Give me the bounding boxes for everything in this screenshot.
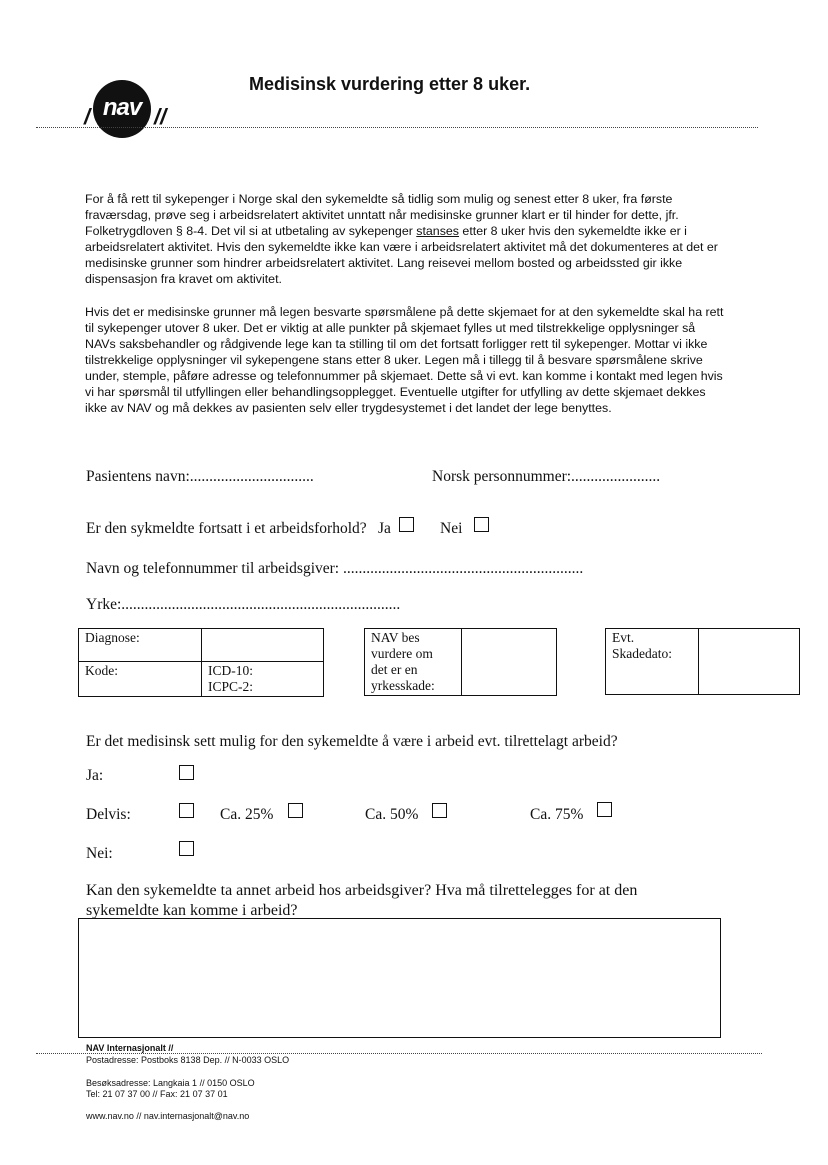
employment-question: Er den sykmeldte fortsatt i et arbeidsforhold? <box>86 520 367 537</box>
other-work-question-line-1: Kan den sykemeldte ta annet arbeid hos arbeidsgiver? Hva må tilrettelegges for at den <box>86 882 638 899</box>
ca75-checkbox[interactable] <box>597 802 612 817</box>
occupation-field[interactable]: Yrke:........................................................................ <box>86 596 401 613</box>
other-work-question-line-2: sykemeldte kan komme i arbeid? <box>86 902 298 919</box>
occupational-injury-input-cell[interactable] <box>462 629 557 696</box>
employment-yes-checkbox[interactable] <box>399 517 414 532</box>
national-id-field[interactable]: Norsk personnummer:....................... <box>432 468 661 485</box>
employer-field[interactable]: Navn og telefonnummer til arbeidsgiver: .............................................................. <box>86 560 584 577</box>
intro-paragraph-2: Hvis det er medisinske grunner må legen besvarte spørsmålene på dette skjemaet for at den sykemeldte skal ha rett til sykepenger utover 8 uker. Det er viktig at alle punkter på skjemaet fylles ut med tilstrekkelige opplysninger så NAVs saksbehandler og rådgivende lege kan ta stilling til om det fortsatt forligger rett til sykepenger. Mottar vi ikke tilstrekkelige opplysninger vil sykepengene stans etter 8 uker. Legen må i tillegg til å besvare spørsmålene skrive under, stemple, påføre adresse og telefonnummer på skjemaet. Dette så vi evt. kan komme i kontakt med legen hvis vi har spørsmål til utfyllingen eller behandlingsopplegget. Eventuelle utgifter for utfylling av dette skjemaet dekkes ikke av NAV og må dekkes av pasienten selv eller trygdesystemet i det landet der lege benyttes. <box>85 305 724 415</box>
icpc2-label: ICPC-2: <box>208 679 254 694</box>
injury-label-line-2: vurdere om <box>371 646 433 661</box>
footer-web-email: www.nav.no // nav.internasjonalt@nav.no <box>86 1111 250 1121</box>
ca50-label: Ca. 50% <box>365 806 419 823</box>
nav-logo-slash-right: // <box>154 104 167 129</box>
occupational-injury-box <box>364 628 557 696</box>
work-ability-partial-label: Delvis: <box>86 806 131 823</box>
employment-yes-label: Ja <box>378 520 391 537</box>
diagnosis-input-cell[interactable] <box>202 629 324 662</box>
intro-paragraph-1: For å få rett til sykepenger i Norge skal den sykemeldte så tidlig som mulig og senest etter 8 uker, fra første fraværsdag, prøve seg i arbeidsrelatert aktivitet unntatt når medisinske grunner klart er til hinder for dette, jfr. Folketrygdloven § 8-4. Det vil si at utbetaling av sykepenger stanses etter 8 uker hvis den sykemeldte ikke er i arbeidsrelatert aktivitet. Hvis den sykemeldte ikke kan være i arbeidsrelatert aktivitet må det dokumenteres at det er medisinske grunner som hindrer arbeidsrelatert aktivitet. Lang reisevei mellom bosted og arbeidssted gir ikke dispensasjon fra kravet om aktivitet. <box>85 192 718 286</box>
work-ability-question: Er det medisinsk sett mulig for den sykemeldte å være i arbeid evt. tilrettelagt arbeid? <box>86 733 618 750</box>
page-title: Medisinsk vurdering etter 8 uker. <box>249 74 531 94</box>
header-divider <box>36 127 758 128</box>
code-label: Kode: <box>79 662 202 697</box>
diagnosis-label: Diagnose: <box>79 629 202 662</box>
injury-date-label <box>606 629 699 695</box>
icd10-label: ICD-10: <box>208 663 253 678</box>
ca25-label: Ca. 25% <box>220 806 274 823</box>
work-ability-no-label: Nei: <box>86 845 113 862</box>
work-ability-no-checkbox[interactable] <box>179 841 194 856</box>
other-work-answer-box[interactable] <box>78 918 721 1038</box>
injury-date-line-1: Evt. <box>612 630 635 645</box>
diagnosis-table <box>78 628 324 697</box>
footer-postal-address: Postadresse: Postboks 8138 Dep. // N-0033 OSLO <box>86 1055 290 1065</box>
employment-no-label: Nei <box>440 520 463 537</box>
patient-name-field[interactable]: Pasientens navn:................................ <box>86 468 314 485</box>
nav-logo-slash-left: / <box>84 104 91 129</box>
employment-no-checkbox[interactable] <box>474 517 489 532</box>
injury-label-line-4: yrkesskade: <box>371 678 435 693</box>
work-ability-partial-checkbox[interactable] <box>179 803 194 818</box>
occupational-injury-label <box>365 629 462 696</box>
injury-label-line-3: det er en <box>371 662 418 677</box>
injury-label-line-1: NAV bes <box>371 630 420 645</box>
footer-org: NAV Internasjonalt // <box>86 1043 174 1053</box>
injury-date-box <box>605 628 800 695</box>
ca75-label: Ca. 75% <box>530 806 584 823</box>
code-input-cell[interactable] <box>202 662 324 697</box>
work-ability-yes-checkbox[interactable] <box>179 765 194 780</box>
ca50-checkbox[interactable] <box>432 803 447 818</box>
injury-date-input-cell[interactable] <box>699 629 800 695</box>
injury-date-line-2: Skadedato: <box>612 646 672 661</box>
ca25-checkbox[interactable] <box>288 803 303 818</box>
nav-logo-text: nav <box>102 94 142 121</box>
work-ability-yes-label: Ja: <box>86 767 104 784</box>
footer-visit-address: Besøksadresse: Langkaia 1 // 0150 OSLO <box>86 1078 255 1088</box>
footer-phone-fax: Tel: 21 07 37 00 // Fax: 21 07 37 01 <box>86 1089 228 1099</box>
